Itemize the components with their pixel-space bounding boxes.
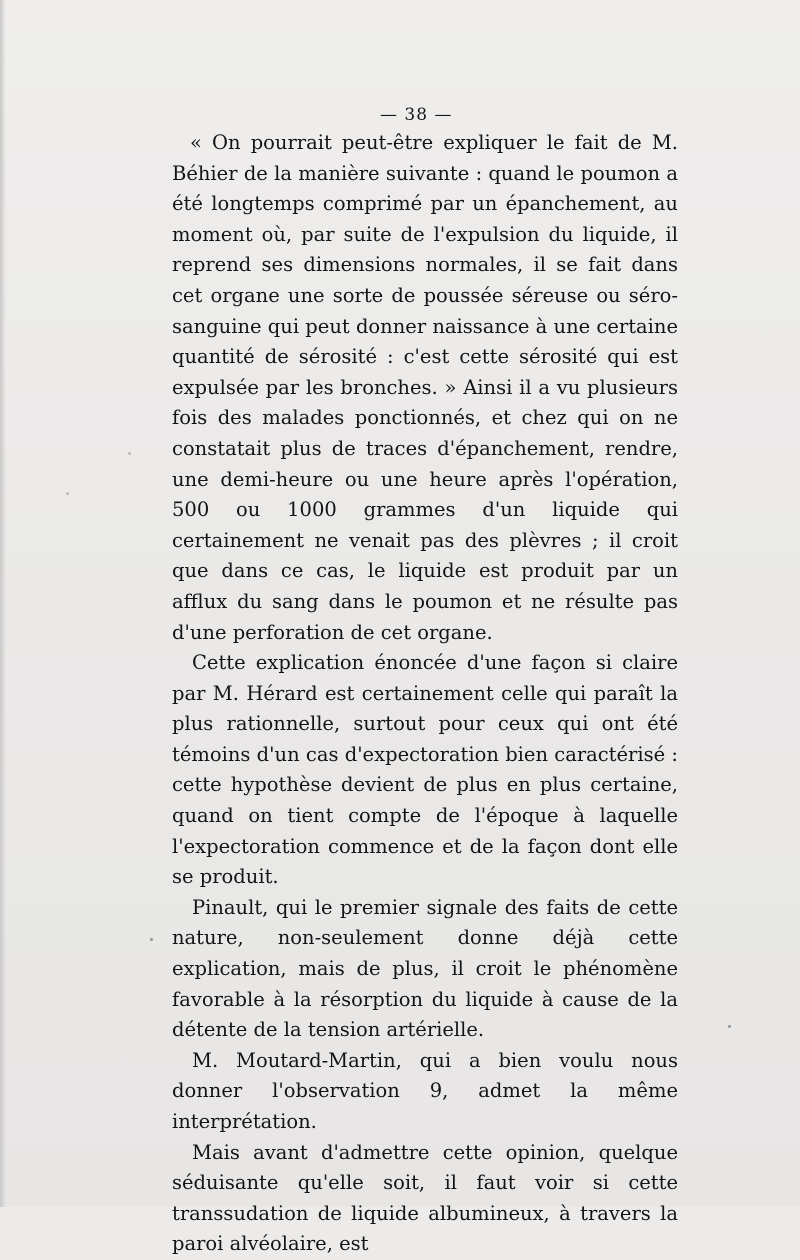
- ink-speck: [150, 938, 153, 941]
- ink-speck: [728, 1025, 731, 1028]
- paragraph-5: Mais avant d'admettre cette opinion, quelque séduisante qu'elle soit, il faut voir si cette transsudation de liquide albumineux, à travers la paroi alvéolaire, est: [172, 1140, 678, 1256]
- ink-speck: [66, 492, 69, 495]
- ink-speck: [128, 452, 131, 455]
- paragraph-3: Pinault, qui le premier signale des faits de cette nature, non-seulement donne déjà cette explication, mais de plus, il croit le phénomène favorable à la résorption du liquide à cause de la détente de la tension artérielle.: [172, 895, 678, 1042]
- body-text: [172, 128, 678, 1260]
- page-edge-shadow: [0, 0, 6, 1207]
- paragraph-1: « On pourrait peut-être expliquer le fait de M. Béhier de la manière suivante : quand le poumon a été longtemps comprimé par un épanchement, au moment où, par suite de l'expulsion du liquide, il reprend ses dimensions normales, il se fait dans cet organe une sorte de poussée séreuse ou séro-sanguine qui peut donner naissance à une certaine quantité de sérosité : c'est cette sérosité qui est expulsée par les bronches. » Ainsi il a vu plusieurs fois des malades ponctionnés, et chez qui on ne constatait plus de traces d'épanchement, rendre, une demi-heure ou une heure après l'opération, 500 ou 1000 grammes d'un liquide qui certainement ne venait pas des plèvres ; il croit que dans ce cas, le liquide est produit par un afflux du sang dans le poumon et ne résulte pas d'une perforation de cet organe.: [172, 131, 678, 644]
- paragraph-4: M. Moutard-Martin, qui a bien voulu nous donner l'observation 9, admet la même interprétation.: [172, 1048, 678, 1133]
- paragraph-2: Cette explication énoncée d'une façon si claire par M. Hérard est certainement celle qui paraît la plus rationnelle, surtout pour ceux qui ont été témoins d'un cas d'expectoration bien caractérisé : cette hypothèse devient de plus en plus certaine, quand on tient compte de l'époque à laquelle l'expectoration commence et de la façon dont elle se produit.: [172, 651, 678, 889]
- page-number: — 38 —: [380, 105, 453, 125]
